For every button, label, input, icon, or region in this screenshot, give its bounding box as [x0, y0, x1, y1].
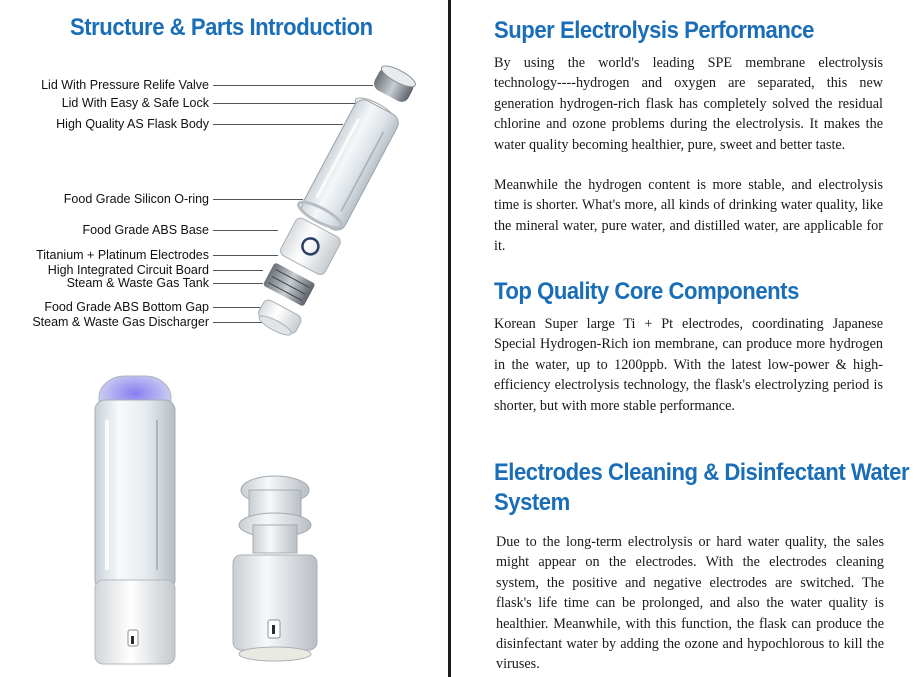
core-components-paragraph: Korean Super large Ti + Pt electrodes, coordinating Japanese Special Hydrogen-Rich ion membrane, can produce more hydrogen in the water, up to 1200ppb. With the latest low-power & high-efficiency electrolysis technology, the flask's electrolyzing period is shorter, but with more stable performance. — [494, 316, 883, 414]
part-label: Titanium + Platinum Electrodes — [36, 248, 209, 262]
electrolysis-paragraph-2: Meanwhile the hydrogen content is more stable, and electrolysis time is shorter. What's more, all kinds of drinking water quality, like the mineral water, pure water, and distilled water, are applicable for it. — [494, 177, 883, 255]
left-section-title: Structure & Parts Introduction — [70, 14, 373, 41]
assembled-flask-illustration — [85, 370, 195, 670]
section-title-cleaning-line2: System — [494, 489, 570, 516]
cleaning-paragraph: Due to the long-term electrolysis or hard water quality, the sales might appear on the electrodes. With the electrodes cleaning system, the positive and negative electrodes are switched. The flask's life time can be prolonged, and also the water quality is healthier. Meanwhile, with this function, the flask can produce the disinfectant water by adding the ozone and hypochlorous to kill the viruses. — [496, 534, 884, 673]
part-label: Food Grade ABS Bottom Gap — [44, 300, 209, 314]
part-label: Food Grade ABS Base — [82, 223, 209, 237]
section-title-electrolysis: Super Electrolysis Performance — [494, 17, 815, 44]
column-divider — [448, 0, 451, 677]
part-label: Food Grade Silicon O-ring — [63, 192, 209, 206]
electrolysis-paragraph: By using the world's leading SPE membrane electrolysis technology----hydrogen and oxygen are separated, this new generation hydrogen-rich flask has completely solved the residual chlorine and ozone problems during the electrolysis. It makes the water quality becoming healthier, pure, sweet and better taste. — [494, 55, 883, 153]
part-label: Steam & Waste Gas Tank — [66, 276, 209, 290]
section-title-cleaning: Electrodes Cleaning & Disinfectant Water — [494, 459, 910, 486]
part-label: Lid With Easy & Safe Lock — [61, 96, 209, 110]
exploded-flask-illustration — [240, 60, 430, 340]
part-label: High Integrated Circuit Board — [47, 263, 209, 277]
section-title-core-components: Top Quality Core Components — [494, 278, 799, 305]
part-label: Lid With Pressure Relife Valve — [41, 78, 209, 92]
part-label: High Quality AS Flask Body — [56, 117, 209, 131]
part-label: Steam & Waste Gas Discharger — [32, 315, 209, 329]
flask-base-illustration — [225, 470, 325, 670]
